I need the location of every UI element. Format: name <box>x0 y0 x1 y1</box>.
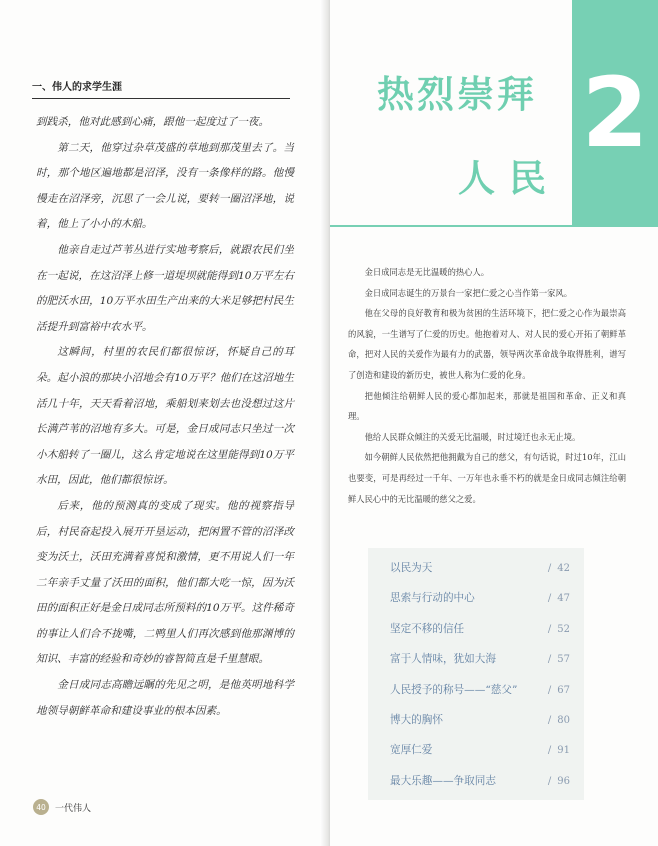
chapter-number: 2 <box>581 56 649 169</box>
intro-paragraph: 金日成同志诞生的万景台一家把仁爱之心当作第一家风。 <box>364 287 573 298</box>
toc-item[interactable] <box>390 712 570 742</box>
divider <box>330 225 658 227</box>
toc-title: 博大的胸怀 <box>390 713 443 726</box>
toc-item[interactable] <box>390 742 570 772</box>
toc-title: 人民授予的称号——“慈父” <box>390 683 518 696</box>
table-of-contents <box>368 548 584 800</box>
toc-page: / 80 <box>547 714 570 726</box>
toc-page: / 91 <box>547 745 570 757</box>
chapter-title-line-1: 热烈崇拜 <box>377 72 537 116</box>
page-number-badge: 40 <box>33 799 49 815</box>
paragraph: 这瞬间，村里的农民们都很惊讶，怀疑自己的耳朵。起小浪的那块小沼地会有10万平？他们在这沼地生活几十年，天天看着沼地，乘船划来划去也没想过这片长满芦苇的沼地有多大。可是，金日成同志只坐过一次小木船转了一圈儿，这么肯定地说在这里能得到10万平水田，因此，他们都很惊讶。 <box>36 346 294 487</box>
toc-page: / 47 <box>547 593 570 605</box>
toc-page: / 57 <box>547 654 570 666</box>
right-page <box>330 0 658 846</box>
toc-title: 坚定不移的信任 <box>390 622 465 635</box>
toc-item[interactable] <box>390 560 570 590</box>
intro-paragraph: 把他倾注给朝鲜人民的爱心都加起来，那就是祖国和革命、正义和真理。 <box>348 390 626 422</box>
toc-item[interactable] <box>390 590 570 620</box>
toc-page: / 67 <box>547 684 570 696</box>
toc-item[interactable] <box>390 621 570 651</box>
chapter-intro <box>348 262 626 509</box>
left-page <box>0 0 326 846</box>
toc-page: / 96 <box>547 775 570 787</box>
intro-paragraph: 金日成同志是无比温暖的热心人。 <box>364 267 490 277</box>
chapter-number-block <box>572 0 658 225</box>
intro-paragraph: 他给人民群众倾注的关爱无比温暖，时过境迁也永无止境。 <box>364 431 581 442</box>
toc-title: 最大乐趣——争取同志 <box>390 774 496 787</box>
book-title: 一代伟人 <box>55 803 92 814</box>
running-head: 一、伟人的求学生涯 <box>32 78 290 99</box>
intro-paragraph: 如今朝鲜人民依然把他拥戴为自己的慈父，有句话说，时过10年，江山也要变，可是再经过一千年、一万年也永垂不朽的就是金日成同志倾注给朝鲜人民心中的无比温暖的慈父之爱。 <box>348 452 626 504</box>
toc-item[interactable] <box>390 773 570 803</box>
intro-paragraph: 他在父母的良好教育和极为贫困的生活环境下，把仁爱之心作为最崇高的风貌，一生谱写了仁爱的历史。他抱着对人、对人民的爱心开拓了朝鲜革命，把对人民的关爱作为最有力的武器，领导两次革命战争取得胜利，谱写了创造和建设的新历史，被世人称为仁爱的化身。 <box>348 308 626 380</box>
chapter-title-line-2: 人民 <box>458 156 560 200</box>
toc-title: 思索与行动的中心 <box>390 592 475 605</box>
toc-page: / 52 <box>547 623 570 635</box>
paragraph: 金日成同志高瞻远瞩的先见之明，是他英明地科学地领导朝鲜革命和建设事业的根本因素。 <box>36 679 294 717</box>
paragraph: 第二天，他穿过杂草茂盛的草地到那茂里去了。当时，那个地区遍地都是沼泽，没有一条像样的路。他慢慢走在沼泽旁，沉思了一会儿说，要转一圈沼泽地，说着，他上了小小的木船。 <box>36 141 294 231</box>
toc-title: 以民为天 <box>390 562 433 574</box>
folio <box>33 799 91 815</box>
toc-item[interactable] <box>390 651 570 681</box>
paragraph: 他亲自走过芦苇丛进行实地考察后，就跟农民们坐在一起说，在这沼泽上修一道堤坝就能得到10万平左右的肥沃水田，10万平水田生产出来的大米足够把村民生活提升到富裕中农水平。 <box>36 243 294 333</box>
paragraph: 到践杀，他对此感到心痛，跟他一起度过了一夜。 <box>36 116 270 128</box>
toc-page: / 42 <box>547 563 570 574</box>
toc-title: 富于人情味，犹如大海 <box>390 653 496 666</box>
paragraph: 后来，他的预测真的变成了现实。他的视察指导后，村民奋起投入展开开垦运动，把闲置不管的沼泽改变为沃土，沃田充满着喜悦和激情，更不用说人们一年二年亲手丈量了沃田的面积，他们都大吃一惊，因为沃田的面积正好是金日成同志所预料的10万平。这件稀奇的事让人们合不拢嘴，二鸭里人们再次感到他那渊博的知识、丰富的经验和奇妙的睿智简直是千里慧眼。 <box>36 499 294 666</box>
toc-title: 宽厚仁爱 <box>390 744 433 757</box>
toc-item[interactable] <box>390 682 570 712</box>
body-text <box>36 110 294 724</box>
